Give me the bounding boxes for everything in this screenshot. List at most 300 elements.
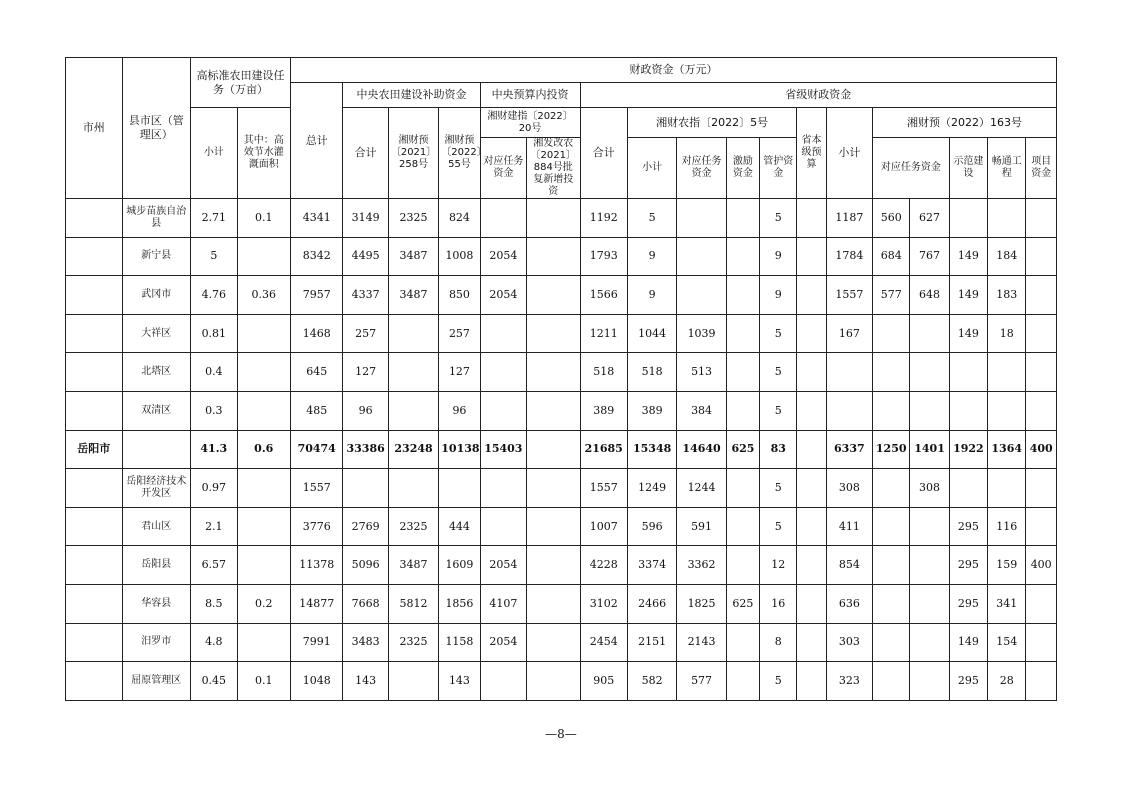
table-cell: 41.3 (191, 430, 237, 469)
table-cell: 257 (439, 314, 480, 353)
table-cell: 70474 (290, 430, 342, 469)
table-cell (726, 199, 759, 238)
table-cell: 武冈市 (122, 276, 191, 315)
header-cb-884: 湘发改农〔2021〕884号批复新增投资 (527, 138, 580, 199)
table-cell (527, 199, 580, 238)
table-cell: 7991 (290, 623, 342, 662)
table-cell: 2143 (677, 623, 726, 662)
table-cell: 308 (826, 469, 872, 508)
table-cell: 1008 (439, 237, 480, 276)
table-cell: 3483 (343, 623, 388, 662)
table-cell: 14640 (677, 430, 726, 469)
table-cell: 1044 (627, 314, 676, 353)
table-cell (1026, 469, 1057, 508)
table-cell: 96 (439, 391, 480, 430)
table-cell (949, 353, 987, 392)
table-cell (677, 276, 726, 315)
table-cell: 屈原管理区 (122, 662, 191, 701)
table-cell: 127 (439, 353, 480, 392)
table-cell: 5 (191, 237, 237, 276)
table-cell (388, 353, 438, 392)
table-cell: 513 (677, 353, 726, 392)
header-central-budget: 中央预算内投资 (480, 83, 580, 108)
table-cell (797, 237, 826, 276)
table-cell (237, 353, 290, 392)
table-cell (910, 546, 949, 585)
table-cell: 双清区 (122, 391, 191, 430)
table-cell (726, 314, 759, 353)
table-cell (480, 314, 526, 353)
table-cell (826, 353, 872, 392)
table-cell: 4341 (290, 199, 342, 238)
table-cell (480, 353, 526, 392)
table-row (66, 507, 1057, 546)
table-row (66, 391, 1057, 430)
table-cell: 2.1 (191, 507, 237, 546)
table-cell (1026, 584, 1057, 623)
header-task: 高标准农田建设任务（万亩） (191, 58, 291, 108)
table-cell: 3487 (388, 546, 438, 585)
table-cell: 625 (726, 430, 759, 469)
table-cell: 0.36 (237, 276, 290, 315)
table-row (66, 237, 1057, 276)
table-cell (797, 353, 826, 392)
table-cell: 400 (1026, 546, 1057, 585)
table-cell: 28 (988, 662, 1026, 701)
header-city: 市州 (66, 58, 123, 199)
table-cell (797, 469, 826, 508)
table-cell (527, 237, 580, 276)
table-cell: 308 (910, 469, 949, 508)
table-cell: 君山区 (122, 507, 191, 546)
table-cell: 1007 (580, 507, 627, 546)
table-cell: 257 (343, 314, 388, 353)
table-cell (1026, 391, 1057, 430)
table-cell: 83 (760, 430, 797, 469)
table-cell: 2054 (480, 546, 526, 585)
table-cell: 1856 (439, 584, 480, 623)
table-cell: 905 (580, 662, 627, 701)
table-cell (988, 353, 1026, 392)
table-cell: 1557 (580, 469, 627, 508)
table-cell: 4.8 (191, 623, 237, 662)
table-cell (237, 391, 290, 430)
table-cell: 1158 (439, 623, 480, 662)
table-cell: 0.97 (191, 469, 237, 508)
table-cell: 新宁县 (122, 237, 191, 276)
header-cs-sum: 合计 (343, 108, 388, 199)
table-row (66, 469, 1057, 508)
table-cell: 1401 (910, 430, 949, 469)
table-cell: 9 (760, 237, 797, 276)
table-cell (527, 391, 580, 430)
table-cell (480, 507, 526, 546)
table-cell (527, 584, 580, 623)
table-cell: 648 (910, 276, 949, 315)
table-cell (66, 469, 123, 508)
table-cell: 0.45 (191, 662, 237, 701)
table-cell: 11378 (290, 546, 342, 585)
table-cell: 3487 (388, 237, 438, 276)
table-cell: 167 (826, 314, 872, 353)
page-number: —8— (545, 727, 577, 741)
table-cell: 1039 (677, 314, 726, 353)
table-cell (873, 353, 910, 392)
table-cell (66, 353, 123, 392)
table-cell (527, 623, 580, 662)
table-cell: 7668 (343, 584, 388, 623)
table-row (66, 546, 1057, 585)
table-cell: 8342 (290, 237, 342, 276)
table-cell: 1825 (677, 584, 726, 623)
table-cell: 9 (627, 276, 676, 315)
table-cell: 3487 (388, 276, 438, 315)
table-cell: 3776 (290, 507, 342, 546)
table-cell (910, 314, 949, 353)
table-cell (677, 237, 726, 276)
table-cell: 华容县 (122, 584, 191, 623)
table-cell: 城步苗族自治县 (122, 199, 191, 238)
table-row (66, 314, 1057, 353)
header-prov-level-budget: 省本级预算 (797, 108, 826, 199)
table-cell: 518 (580, 353, 627, 392)
header-p5-incentive: 激励资金 (726, 138, 759, 199)
table-row (66, 662, 1057, 701)
table-cell: 5 (760, 662, 797, 701)
table-cell (910, 353, 949, 392)
header-p163-task-funds: 对应任务资金 (873, 138, 950, 199)
table-cell: 1364 (988, 430, 1026, 469)
table-row (66, 276, 1057, 315)
table-cell: 10138 (439, 430, 480, 469)
table-cell: 3102 (580, 584, 627, 623)
table-cell (1026, 314, 1057, 353)
table-cell: 127 (343, 353, 388, 392)
table-cell (949, 391, 987, 430)
header-prov-2022-5: 湘财农指〔2022〕5号 (627, 108, 796, 138)
table-cell: 1048 (290, 662, 342, 701)
table-cell: 3374 (627, 546, 676, 585)
table-cell: 1793 (580, 237, 627, 276)
table-cell: 518 (627, 353, 676, 392)
table-cell: 2151 (627, 623, 676, 662)
table-cell (122, 430, 191, 469)
table-cell: 1609 (439, 546, 480, 585)
table-cell: 850 (439, 276, 480, 315)
table-cell (237, 237, 290, 276)
table-cell: 389 (580, 391, 627, 430)
table-cell (480, 391, 526, 430)
table-cell: 596 (627, 507, 676, 546)
table-cell: 636 (826, 584, 872, 623)
table-cell (797, 314, 826, 353)
table-cell: 323 (826, 662, 872, 701)
table-cell (797, 430, 826, 469)
table-cell: 184 (988, 237, 1026, 276)
table-cell (439, 469, 480, 508)
table-cell (726, 276, 759, 315)
table-cell: 8 (760, 623, 797, 662)
table-cell (1026, 623, 1057, 662)
table-cell: 582 (627, 662, 676, 701)
table-cell: 444 (439, 507, 480, 546)
table-cell (726, 353, 759, 392)
table-cell: 1250 (873, 430, 910, 469)
table-row (66, 353, 1057, 392)
header-cs-2021-258: 湘财预〔2021〕258号 (388, 108, 438, 199)
table-cell: 5 (760, 469, 797, 508)
table-cell (527, 507, 580, 546)
table-cell (388, 314, 438, 353)
table-cell: 4.76 (191, 276, 237, 315)
table-cell: 0.6 (237, 430, 290, 469)
table-cell: 767 (910, 237, 949, 276)
table-cell (1026, 662, 1057, 701)
table-cell: 14877 (290, 584, 342, 623)
table-cell: 2466 (627, 584, 676, 623)
table-cell (873, 623, 910, 662)
header-p5-task-funds: 对应任务资金 (677, 138, 726, 199)
table-cell: 2325 (388, 623, 438, 662)
table-cell (237, 314, 290, 353)
table-cell (988, 391, 1026, 430)
table-cell: 149 (949, 314, 987, 353)
table-cell (873, 662, 910, 701)
table-cell: 1557 (290, 469, 342, 508)
table-cell: 8.5 (191, 584, 237, 623)
table-row (66, 623, 1057, 662)
table-cell (873, 391, 910, 430)
table-cell: 5 (760, 314, 797, 353)
table-cell: 2325 (388, 199, 438, 238)
table-cell: 1557 (826, 276, 872, 315)
table-cell (237, 546, 290, 585)
table-cell: 143 (439, 662, 480, 701)
table-cell: 341 (988, 584, 1026, 623)
table-cell: 2054 (480, 276, 526, 315)
table-cell (527, 430, 580, 469)
table-cell: 625 (726, 584, 759, 623)
table-cell: 384 (677, 391, 726, 430)
table-cell: 149 (949, 276, 987, 315)
table-cell: 3362 (677, 546, 726, 585)
table-cell: 183 (988, 276, 1026, 315)
table-cell: 5 (760, 507, 797, 546)
table-cell: 0.1 (237, 662, 290, 701)
table-cell (726, 469, 759, 508)
table-cell (988, 199, 1026, 238)
table-cell: 5812 (388, 584, 438, 623)
table-cell: 485 (290, 391, 342, 430)
table-cell: 1244 (677, 469, 726, 508)
table-cell (527, 314, 580, 353)
table-cell (910, 507, 949, 546)
table-cell: 5 (760, 391, 797, 430)
table-cell (66, 584, 123, 623)
table-cell (388, 391, 438, 430)
table-cell: 389 (627, 391, 676, 430)
table-cell: 96 (343, 391, 388, 430)
header-cb-2022-20: 湘财建指〔2022〕20号 (480, 108, 580, 138)
table-cell: 5096 (343, 546, 388, 585)
table-cell (527, 276, 580, 315)
table-cell (527, 662, 580, 701)
header-p163-smooth: 畅通工程 (988, 138, 1026, 199)
table-cell (949, 199, 987, 238)
table-cell (873, 584, 910, 623)
header-cb-task-funds: 对应任务资金 (480, 138, 526, 199)
table-cell (797, 662, 826, 701)
table-cell (873, 507, 910, 546)
header-task-water-saving: 其中：高效节水灌溉面积 (237, 108, 290, 199)
table-cell: 2.71 (191, 199, 237, 238)
header-p5-subtotal: 小计 (627, 138, 676, 199)
table-cell: 149 (949, 237, 987, 276)
table-cell (1026, 237, 1057, 276)
table-cell: 岳阳经济技术开发区 (122, 469, 191, 508)
table-cell (66, 546, 123, 585)
table-cell: 岳阳县 (122, 546, 191, 585)
table-cell: 143 (343, 662, 388, 701)
table-row (66, 430, 1057, 469)
table-cell (797, 199, 826, 238)
table-row (66, 584, 1057, 623)
table-cell: 4228 (580, 546, 627, 585)
funding-table (65, 57, 1057, 701)
header-prov-sum: 合计 (580, 108, 627, 199)
table-cell (66, 662, 123, 701)
table-cell: 汨罗市 (122, 623, 191, 662)
table-cell (797, 584, 826, 623)
table-cell (988, 469, 1026, 508)
table-cell: 1187 (826, 199, 872, 238)
table-cell: 684 (873, 237, 910, 276)
header-prov-subtotal: 小计 (826, 108, 872, 199)
table-cell: 23248 (388, 430, 438, 469)
table-cell: 149 (949, 623, 987, 662)
table-cell: 627 (910, 199, 949, 238)
table-cell (726, 507, 759, 546)
table-cell (527, 353, 580, 392)
table-cell: 577 (677, 662, 726, 701)
table-cell (480, 199, 526, 238)
table-cell (66, 276, 123, 315)
table-cell: 0.3 (191, 391, 237, 430)
table-cell: 16 (760, 584, 797, 623)
table-row (66, 199, 1057, 238)
table-cell: 0.4 (191, 353, 237, 392)
table-cell: 12 (760, 546, 797, 585)
table-cell: 6.57 (191, 546, 237, 585)
table-cell (726, 662, 759, 701)
header-provincial: 省级财政资金 (580, 83, 1057, 108)
table-cell (949, 469, 987, 508)
table-cell (527, 469, 580, 508)
table-cell: 400 (1026, 430, 1057, 469)
table-cell (527, 546, 580, 585)
table-cell: 1784 (826, 237, 872, 276)
table-cell (797, 546, 826, 585)
table-cell (66, 314, 123, 353)
table-cell: 1566 (580, 276, 627, 315)
table-cell: 4337 (343, 276, 388, 315)
table-cell: 154 (988, 623, 1026, 662)
header-total: 总计 (290, 83, 342, 199)
table-cell: 159 (988, 546, 1026, 585)
header-p163-project: 项目资金 (1026, 138, 1057, 199)
table-cell (677, 199, 726, 238)
table-cell: 1468 (290, 314, 342, 353)
header-funds: 财政资金（万元） (290, 58, 1056, 83)
table-cell: 2769 (343, 507, 388, 546)
table-cell: 4107 (480, 584, 526, 623)
table-cell: 大祥区 (122, 314, 191, 353)
table-cell: 295 (949, 662, 987, 701)
table-cell: 1192 (580, 199, 627, 238)
table-cell: 560 (873, 199, 910, 238)
table-cell: 0.81 (191, 314, 237, 353)
table-cell (797, 507, 826, 546)
table-cell: 1922 (949, 430, 987, 469)
table-cell (873, 314, 910, 353)
table-cell: 577 (873, 276, 910, 315)
table-cell: 6337 (826, 430, 872, 469)
table-cell: 15348 (627, 430, 676, 469)
table-cell: 5 (760, 199, 797, 238)
table-cell: 0.2 (237, 584, 290, 623)
table-cell: 295 (949, 507, 987, 546)
table-cell (797, 391, 826, 430)
table-cell: 7957 (290, 276, 342, 315)
table-cell: 5 (627, 199, 676, 238)
table-cell (726, 237, 759, 276)
table-cell (66, 237, 123, 276)
table-cell: 2054 (480, 237, 526, 276)
table-cell (237, 623, 290, 662)
table-cell: 21685 (580, 430, 627, 469)
table-cell: 645 (290, 353, 342, 392)
table-cell: 9 (760, 276, 797, 315)
table-cell: 2325 (388, 507, 438, 546)
table-cell (910, 623, 949, 662)
table-cell: 18 (988, 314, 1026, 353)
table-cell: 4495 (343, 237, 388, 276)
table-cell: 1211 (580, 314, 627, 353)
table-cell: 411 (826, 507, 872, 546)
table-cell (480, 469, 526, 508)
table-cell: 591 (677, 507, 726, 546)
header-county: 县市区（管理区） (122, 58, 191, 199)
table-cell (66, 391, 123, 430)
table-cell (726, 391, 759, 430)
table-cell (797, 276, 826, 315)
table-cell (1026, 353, 1057, 392)
header-cs-2022-55: 湘财预〔2022〕55号 (439, 108, 480, 199)
table-cell (237, 469, 290, 508)
table-cell (873, 469, 910, 508)
table-cell: 岳阳市 (66, 430, 123, 469)
table-cell (66, 507, 123, 546)
table-cell: 295 (949, 584, 987, 623)
table-cell: 854 (826, 546, 872, 585)
table-cell: 北塔区 (122, 353, 191, 392)
table-cell (873, 546, 910, 585)
table-cell: 824 (439, 199, 480, 238)
table-cell: 15403 (480, 430, 526, 469)
table-cell: 1249 (627, 469, 676, 508)
table-cell (726, 623, 759, 662)
table-cell (726, 546, 759, 585)
